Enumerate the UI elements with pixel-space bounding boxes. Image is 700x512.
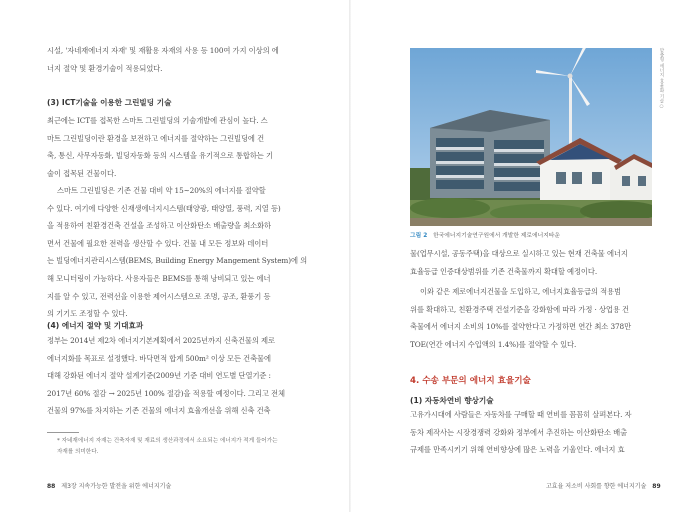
heading-ict-green-building: (3) ICT기술을 이용한 그린빌딩 기술	[47, 98, 172, 107]
right-mid-paragraph: 이와 같은 제로에너지건물을 도입하고, 에너지효율등급의 적용범 위를 확대하고, 친환경주택 건설기준을 강화함에 따라 가정 · 상업용 건 축물에서 에너지 소비의 10%를 절약한다고 가정하면 연간 최소 378만 TOE(연간 에너지 수입액의 1.4%)를 절약할 수 있다.	[410, 287, 632, 349]
heading-energy-saving: (4) 에너지 절약 및 기대효과	[47, 321, 144, 330]
paragraph-vehicle-efficiency: 고유가시대에 사람들은 자동차를 구매할 때 연비를 꼼꼼히 살펴본다. 자 동차 제작사는 시장경쟁력 강화와 정부에서 추진하는 이산화탄소 배출 규제를 만족시키기 위해 연비향상에 많은 노력을 기울인다. 에너지 효	[410, 410, 632, 455]
left-running-title: 제3장 지속가능한 발전을 위한 에너지기술	[61, 483, 172, 490]
right-running-title: 고효율 저소비 사회를 향한 에너지기술	[546, 483, 647, 490]
page-number-left: 88	[47, 483, 56, 490]
right-top-paragraph: 물(업무시설, 공동주택)을 대상으로 실시하고 있는 현재 건축물 에너지 효율등급 인증대상범위를 기존 건축물까지 확대할 예정이다.	[410, 249, 628, 276]
figure-caption	[410, 230, 560, 239]
paragraph-ict-intro: 최근에는 ICT를 접목한 스마트 그린빌딩의 기술개발에 관심이 높다. 스 마트 그린빌딩이란 환경을 보전하고 에너지를 절약하는 그린빌딩에 건 축, 통신, 사무자동화, 빌딩자동화 등의 시스템을 유기적으로 통합하는 기 술이 접목된 건물이다.	[47, 116, 273, 178]
page-number-right: 89	[652, 483, 661, 490]
zero-energy-town-photo	[410, 48, 652, 226]
figure-caption-text: 한국에너지기술연구원에서 개발한 제로에너지타운	[433, 233, 560, 239]
footnote-rule	[47, 432, 79, 433]
left-footer	[47, 481, 171, 490]
left-top-paragraph: 시설, '자네재에너지 자재' 및 재활용 자재의 사용 등 100여 가지 이상의 에 너지 절약 및 환경기술이 적용되었다.	[47, 46, 279, 73]
paragraph-smart-green-building: 스마트 그린빌딩은 기존 건물 대비 약 15~20%의 에너지를 절약할 수 있다. 여기에 다양한 신재생에너지시스템(태양광, 태양열, 풍력, 지열 등) 을 적용하여 친환경건축 건설을 조성하고 이산화탄소 배출량을 최소화하 면서 건물에 필요한 전력을 생산할 수 있다. 건물 내 모든 정보와 데이터 는 빌딩에너지관리시스템(BEMS, Building Energy Mangement System)에 의 해 모니터링이 가능하다. 사용자들은 BEMS를 통해 낭비되고 있는 에너 지를 알 수 있고, 전력선을 이용한 제어시스템으로 조명, 공조, 환풍기 등 의 기기도 조정할 수 있다.	[47, 186, 308, 319]
right-footer	[546, 481, 661, 490]
section-heading-transport: 4. 수송 부문의 에너지 효율기술	[410, 376, 531, 386]
heading-vehicle-efficiency: (1) 자동차연비 향상기술	[410, 396, 494, 405]
paragraph-energy-saving: 정부는 2014년 제2차 에너지기본계획에서 2025년까지 신축건물의 제로 에너지화를 목표로 설정했다. 바닥면적 합계 500m² 이상 모든 건축물에 대해 강화된 에너지 절약 설계기준(2009년 기준 대비 연도별 단열기준 : 2017년 60% 절감 → 2025년 100% 절감)을 적용할 예정이다. 그리고 전체 건물의 97%를 차지하는 기존 건물의 에너지 효율개선을 위해 신축 건축	[47, 336, 285, 416]
footnote: * 자네재에너지 자재는 건축자재 및 재료의 생산과정에서 소요되는 에너지가 적게 들어가는 자재를 의미한다.	[57, 438, 278, 455]
figure-label: 그림 2	[410, 233, 428, 239]
side-chapter-tab: 맞춤형 에너지 효율화 기술 ○	[659, 48, 664, 110]
building-photo-illustration	[410, 48, 652, 226]
